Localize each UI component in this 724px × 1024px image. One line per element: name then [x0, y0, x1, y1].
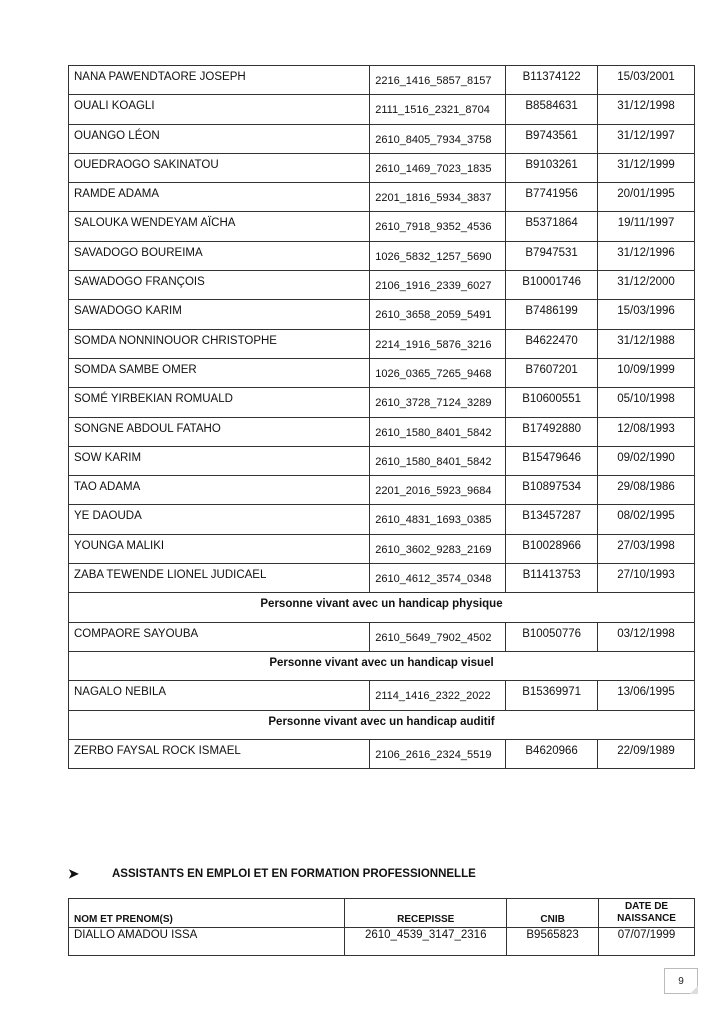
table-row [69, 681, 695, 710]
table-row [69, 329, 695, 358]
cell-name: ZABA TEWENDE LIONEL JUDICAEL [69, 564, 370, 593]
cell-name: ZERBO FAYSAL ROCK ISMAEL [69, 739, 370, 768]
cell-date: 31/12/1999 [598, 153, 695, 182]
header-date-line1: DATE DE [624, 901, 669, 912]
cell-name: SOMDA SAMBE OMER [69, 358, 370, 387]
cell-name: TAO ADAMA [69, 476, 370, 505]
cell-date: 12/08/1993 [598, 417, 695, 446]
cell-date: 03/12/1998 [598, 622, 695, 651]
cell-date: 15/03/2001 [598, 66, 695, 95]
cell-cnib: B15369971 [506, 681, 598, 710]
table-row [69, 66, 695, 95]
page-number: 9 [664, 968, 698, 994]
cell-cnib: B15479646 [506, 446, 598, 475]
cell-recepisse: 2610_3728_7124_3289 [370, 388, 506, 417]
cell-name: SOMÉ YIRBEKIAN ROMUALD [69, 388, 370, 417]
table-row [69, 124, 695, 153]
cell-recepisse: 2610_3658_2059_5491 [370, 300, 506, 329]
cell-name: OUEDRAOGO SAKINATOU [69, 153, 370, 182]
cell-recepisse: 2106_1916_2339_6027 [370, 271, 506, 300]
cell-name: OUALI KOAGLI [69, 95, 370, 124]
cell-name: SAWADOGO FRANÇOIS [69, 271, 370, 300]
header-name: NOM ET PRENOM(S) [69, 899, 345, 928]
cell-cnib: B7607201 [506, 358, 598, 387]
section-heading [68, 866, 476, 882]
cell-cnib: B10897534 [506, 476, 598, 505]
table-row [69, 928, 695, 956]
cell-cnib: B9565823 [507, 928, 599, 956]
cell-name: SALOUKA WENDEYAM AÏCHA [69, 212, 370, 241]
header-date [599, 899, 695, 928]
cell-date: 31/12/1997 [598, 124, 695, 153]
cell-recepisse: 2610_1469_7023_1835 [370, 153, 506, 182]
cell-recepisse: 2610_4612_3574_0348 [370, 564, 506, 593]
cell-date: 07/07/1999 [599, 928, 695, 956]
cell-cnib: B10028966 [506, 534, 598, 563]
cell-date: 31/12/1998 [598, 95, 695, 124]
table-row [69, 739, 695, 768]
table-row [69, 153, 695, 182]
section-row [69, 710, 695, 739]
cell-cnib: B7486199 [506, 300, 598, 329]
cell-cnib: B10600551 [506, 388, 598, 417]
cell-date: 08/02/1995 [598, 505, 695, 534]
candidates-table [68, 65, 695, 769]
table-row [69, 358, 695, 387]
header-recepisse: RECEPISSE [345, 899, 507, 928]
cell-date: 29/08/1986 [598, 476, 695, 505]
cell-date: 31/12/2000 [598, 271, 695, 300]
cell-recepisse: 2610_3602_9283_2169 [370, 534, 506, 563]
cell-recepisse: 2111_1516_2321_8704 [370, 95, 506, 124]
cell-name: SAWADOGO KARIM [69, 300, 370, 329]
cell-date: 31/12/1996 [598, 241, 695, 270]
cell-recepisse: 2610_7918_9352_4536 [370, 212, 506, 241]
cell-recepisse: 2106_2616_2324_5519 [370, 739, 506, 768]
cell-date: 05/10/1998 [598, 388, 695, 417]
cell-recepisse: 2610_8405_7934_3758 [370, 124, 506, 153]
cell-cnib: B7947531 [506, 241, 598, 270]
cell-date: 20/01/1995 [598, 183, 695, 212]
cell-recepisse: 2214_1916_5876_3216 [370, 329, 506, 358]
table-row [69, 388, 695, 417]
section-heading-text: ASSISTANTS EN EMPLOI ET EN FORMATION PROFESSIONNELLE [112, 868, 476, 880]
header-date-line2: NAISSANCE [617, 913, 676, 924]
cell-recepisse: 2201_2016_5923_9684 [370, 476, 506, 505]
table-row [69, 476, 695, 505]
cell-recepisse: 1026_5832_1257_5690 [370, 241, 506, 270]
cell-date: 27/10/1993 [598, 564, 695, 593]
cell-date: 10/09/1999 [598, 358, 695, 387]
cell-name: SONGNE ABDOUL FATAHO [69, 417, 370, 446]
table-row [69, 241, 695, 270]
cell-recepisse: 2610_5649_7902_4502 [370, 622, 506, 651]
table-row [69, 212, 695, 241]
cell-date: 22/09/1989 [598, 739, 695, 768]
cell-name: NANA PAWENDTAORE JOSEPH [69, 66, 370, 95]
cell-date: 27/03/1998 [598, 534, 695, 563]
cell-cnib: B8584631 [506, 95, 598, 124]
section-row [69, 651, 695, 680]
cell-name: DIALLO AMADOU ISSA [69, 928, 345, 956]
cell-cnib: B5371864 [506, 212, 598, 241]
table-row [69, 300, 695, 329]
cell-name: YOUNGA MALIKI [69, 534, 370, 563]
cell-date: 15/03/1996 [598, 300, 695, 329]
cell-name: SAVADOGO BOUREIMA [69, 241, 370, 270]
section-label: Personne vivant avec un handicap physique [69, 593, 695, 622]
cell-recepisse: 2216_1416_5857_8157 [370, 66, 506, 95]
table-row [69, 622, 695, 651]
cell-recepisse: 1026_0365_7265_9468 [370, 358, 506, 387]
cell-name: SOW KARIM [69, 446, 370, 475]
cell-name: YE DAOUDA [69, 505, 370, 534]
cell-name: OUANGO LÉON [69, 124, 370, 153]
assistants-table [68, 898, 695, 956]
cell-cnib: B9103261 [506, 153, 598, 182]
assistants-header-row [69, 899, 695, 928]
cell-cnib: B4620966 [506, 739, 598, 768]
cell-recepisse: 2610_4539_3147_2316 [345, 928, 507, 956]
cell-cnib: B11413753 [506, 564, 598, 593]
cell-cnib: B10001746 [506, 271, 598, 300]
cell-cnib: B7741956 [506, 183, 598, 212]
cell-date: 13/06/1995 [598, 681, 695, 710]
cell-recepisse: 2610_1580_8401_5842 [370, 446, 506, 475]
cell-cnib: B11374122 [506, 66, 598, 95]
cell-cnib: B9743561 [506, 124, 598, 153]
cell-name: RAMDE ADAMA [69, 183, 370, 212]
section-label: Personne vivant avec un handicap visuel [69, 651, 695, 680]
table-row [69, 271, 695, 300]
cell-date: 31/12/1988 [598, 329, 695, 358]
cell-cnib: B10050776 [506, 622, 598, 651]
table-row [69, 183, 695, 212]
candidates-table-body [69, 66, 695, 769]
table-row [69, 564, 695, 593]
cell-name: NAGALO NEBILA [69, 681, 370, 710]
cell-cnib: B13457287 [506, 505, 598, 534]
header-cnib: CNIB [507, 899, 599, 928]
cell-recepisse: 2201_1816_5934_3837 [370, 183, 506, 212]
cell-name: COMPAORE SAYOUBA [69, 622, 370, 651]
cell-name: SOMDA NONNINOUOR CHRISTOPHE [69, 329, 370, 358]
cell-recepisse: 2114_1416_2322_2022 [370, 681, 506, 710]
cell-cnib: B4622470 [506, 329, 598, 358]
section-label: Personne vivant avec un handicap auditif [69, 710, 695, 739]
table-row [69, 534, 695, 563]
cell-recepisse: 2610_4831_1693_0385 [370, 505, 506, 534]
table-row [69, 417, 695, 446]
cell-recepisse: 2610_1580_8401_5842 [370, 417, 506, 446]
table-row [69, 505, 695, 534]
cell-date: 09/02/1990 [598, 446, 695, 475]
cell-cnib: B17492880 [506, 417, 598, 446]
section-row [69, 593, 695, 622]
arrow-bullet-icon: ➤ [68, 866, 79, 881]
table-row [69, 95, 695, 124]
table-row [69, 446, 695, 475]
cell-date: 19/11/1997 [598, 212, 695, 241]
